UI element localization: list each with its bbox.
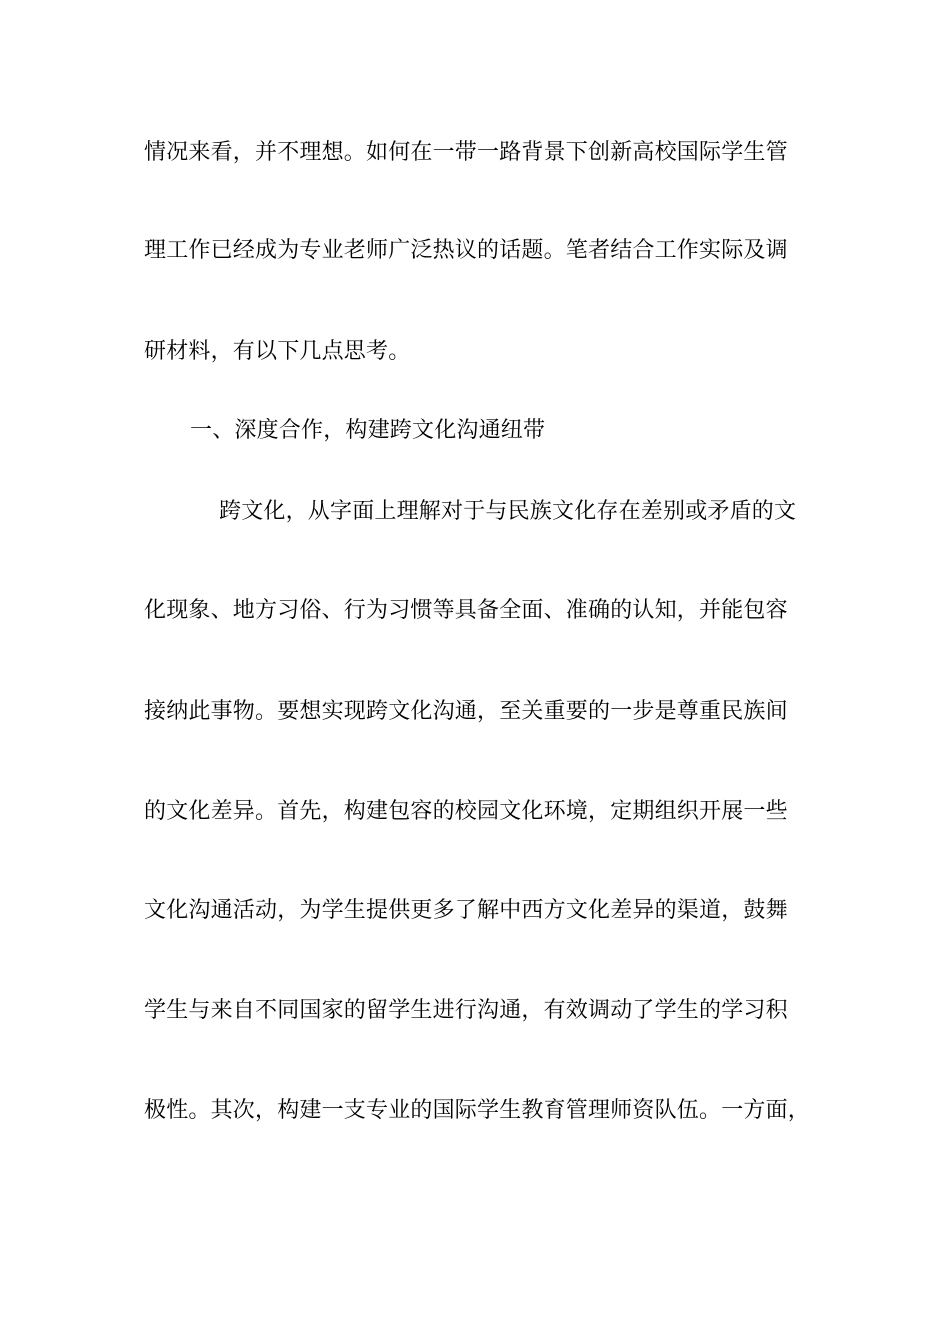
body-text-line: 化现象、地方习俗、行为习惯等具备全面、准确的认知，并能包容 [144, 598, 788, 623]
body-text-line: 接纳此事物。要想实现跨文化沟通，至关重要的一步是尊重民族间 [144, 699, 788, 724]
section-heading: 一、深度合作，构建跨文化沟通纽带 [190, 418, 546, 443]
body-text-line: 研材料，有以下几点思考。 [144, 339, 411, 364]
body-text-line: 的文化差异。首先，构建包容的校园文化环境，定期组织开展一些 [144, 799, 788, 824]
body-text-line: 文化沟通活动，为学生提供更多了解中西方文化差异的渠道，鼓舞 [144, 898, 788, 923]
body-text-line: 极性。其次，构建一支专业的国际学生教育管理师资队伍。一方面， [144, 1098, 811, 1123]
body-text-line: 情况来看，并不理想。如何在一带一路背景下创新高校国际学生管 [144, 140, 788, 165]
paragraph-first-line: 跨文化，从字面上理解对于与民族文化存在差别或矛盾的文 [219, 499, 797, 524]
body-text-line: 学生与来自不同国家的留学生进行沟通，有效调动了学生的学习积 [144, 998, 788, 1023]
body-text-line: 理工作已经成为专业老师广泛热议的话题。笔者结合工作实际及调 [144, 238, 788, 263]
